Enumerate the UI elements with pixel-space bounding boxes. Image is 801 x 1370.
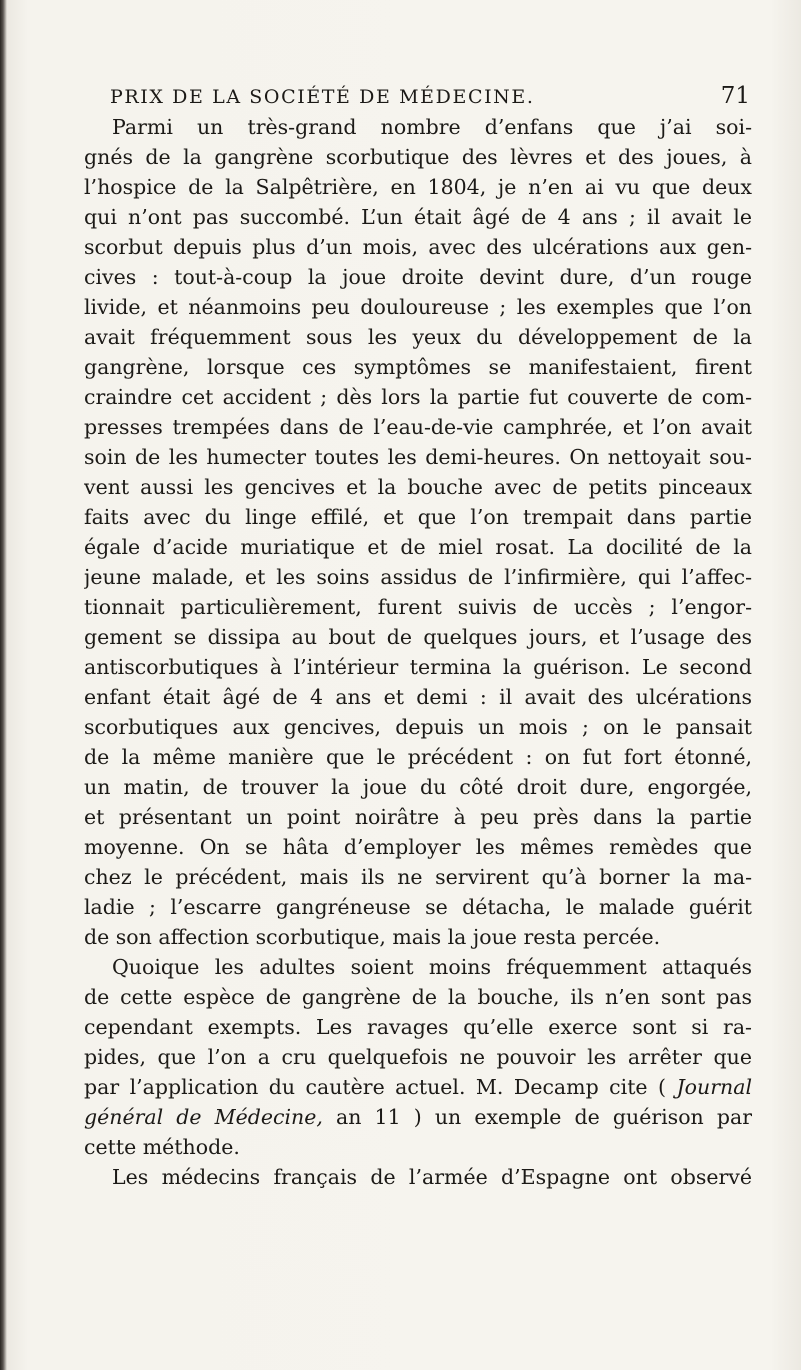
text-line: moyenne. On se hâta d’employer les mêmes remèdes que xyxy=(84,835,752,859)
text-line: tionnait particulièrement, furent suivis de uccès ; l’engor- xyxy=(84,595,752,619)
citation-rest: an 11 ) un exemple de guérison par xyxy=(322,1105,752,1129)
text-line: et présentant un point noirâtre à peu près dans la partie xyxy=(84,805,752,829)
text-line: cette méthode. xyxy=(84,1135,240,1159)
text-line: enfant était âgé de 4 ans et demi : il avait des ulcérations xyxy=(84,685,752,709)
text-line: pides, que l’on a cru quelquefois ne pouvoir les arrêter que xyxy=(84,1045,752,1069)
text-line: de la même manière que le précédent : on fut fort étonné, xyxy=(84,745,752,769)
text-line: Quoique les adultes soient moins fréquemment attaqués xyxy=(112,955,752,979)
text-line: soin de les humecter toutes les demi-heures. On nettoyait sou- xyxy=(84,445,752,469)
text-line: scorbutiques aux gencives, depuis un mois ; on le pansait xyxy=(84,715,752,739)
text-line: Les médecins français de l’armée d’Espagne ont observé xyxy=(112,1165,752,1189)
text-line: craindre cet accident ; dès lors la partie fut couverte de com- xyxy=(84,385,752,409)
citation-prefix: par l’application du cautère actuel. M. Decamp cite ( xyxy=(84,1075,677,1099)
text-line: scorbut depuis plus d’un mois, avec des ulcérations aux gen- xyxy=(84,235,752,259)
text-line: un matin, de trouver la joue du côté droit dure, engorgée, xyxy=(84,775,752,799)
text-line-citation-cont xyxy=(84,1102,752,1132)
text-line: gnés de la gangrène scorbutique des lèvres et des joues, à xyxy=(84,145,752,169)
journal-title-cont: général de Médecine, xyxy=(84,1105,323,1129)
text-line: faits avec du linge effilé, et que l’on trempait dans partie xyxy=(84,505,752,529)
page-number: 71 xyxy=(720,83,750,109)
text-line: chez le précédent, mais ils ne servirent qu’à borner la ma- xyxy=(84,865,752,889)
text-line: presses trempées dans de l’eau-de-vie camphrée, et l’on avait xyxy=(84,415,752,439)
text-line: qui n’ont pas succombé. L’un était âgé de 4 ans ; il avait le xyxy=(84,205,752,229)
text-line: Parmi un très-grand nombre d’enfans que j’ai soi- xyxy=(112,115,752,139)
text-line: égale d’acide muriatique et de miel rosat. La docilité de la xyxy=(84,535,752,559)
text-line: gangrène, lorsque ces symptômes se manifestaient, firent xyxy=(84,355,752,379)
text-line: de son affection scorbutique, mais la joue resta percée. xyxy=(84,925,661,949)
text-line: vent aussi les gencives et la bouche avec de petits pinceaux xyxy=(84,475,752,499)
text-line-citation xyxy=(84,1072,752,1102)
text-line: cependant exempts. Les ravages qu’elle exerce sont si ra- xyxy=(84,1015,752,1039)
running-head-title: PRIX DE LA SOCIÉTÉ DE MÉDECINE. xyxy=(110,86,535,108)
text-line: gement se dissipa au bout de quelques jours, et l’usage des xyxy=(84,625,752,649)
journal-title: Journal xyxy=(676,1075,752,1099)
text-line: livide, et néanmoins peu douloureuse ; les exemples que l’on xyxy=(84,295,752,319)
text-line: jeune malade, et les soins assidus de l’infirmière, qui l’affec- xyxy=(84,565,752,589)
text-line: antiscorbutiques à l’intérieur termina la guérison. Le second xyxy=(84,655,752,679)
text-line: de cette espèce de gangrène de la bouche, ils n’en sont pas xyxy=(84,985,752,1009)
text-line: ladie ; l’escarre gangréneuse se détacha, le malade guérit xyxy=(84,895,752,919)
text-line: cives : tout-à-coup la joue droite devint dure, d’un rouge xyxy=(84,265,752,289)
text-line: avait fréquemment sous les yeux du développement de la xyxy=(84,325,752,349)
text-line: l’hospice de la Salpêtrière, en 1804, je n’en ai vu que deux xyxy=(84,175,752,199)
